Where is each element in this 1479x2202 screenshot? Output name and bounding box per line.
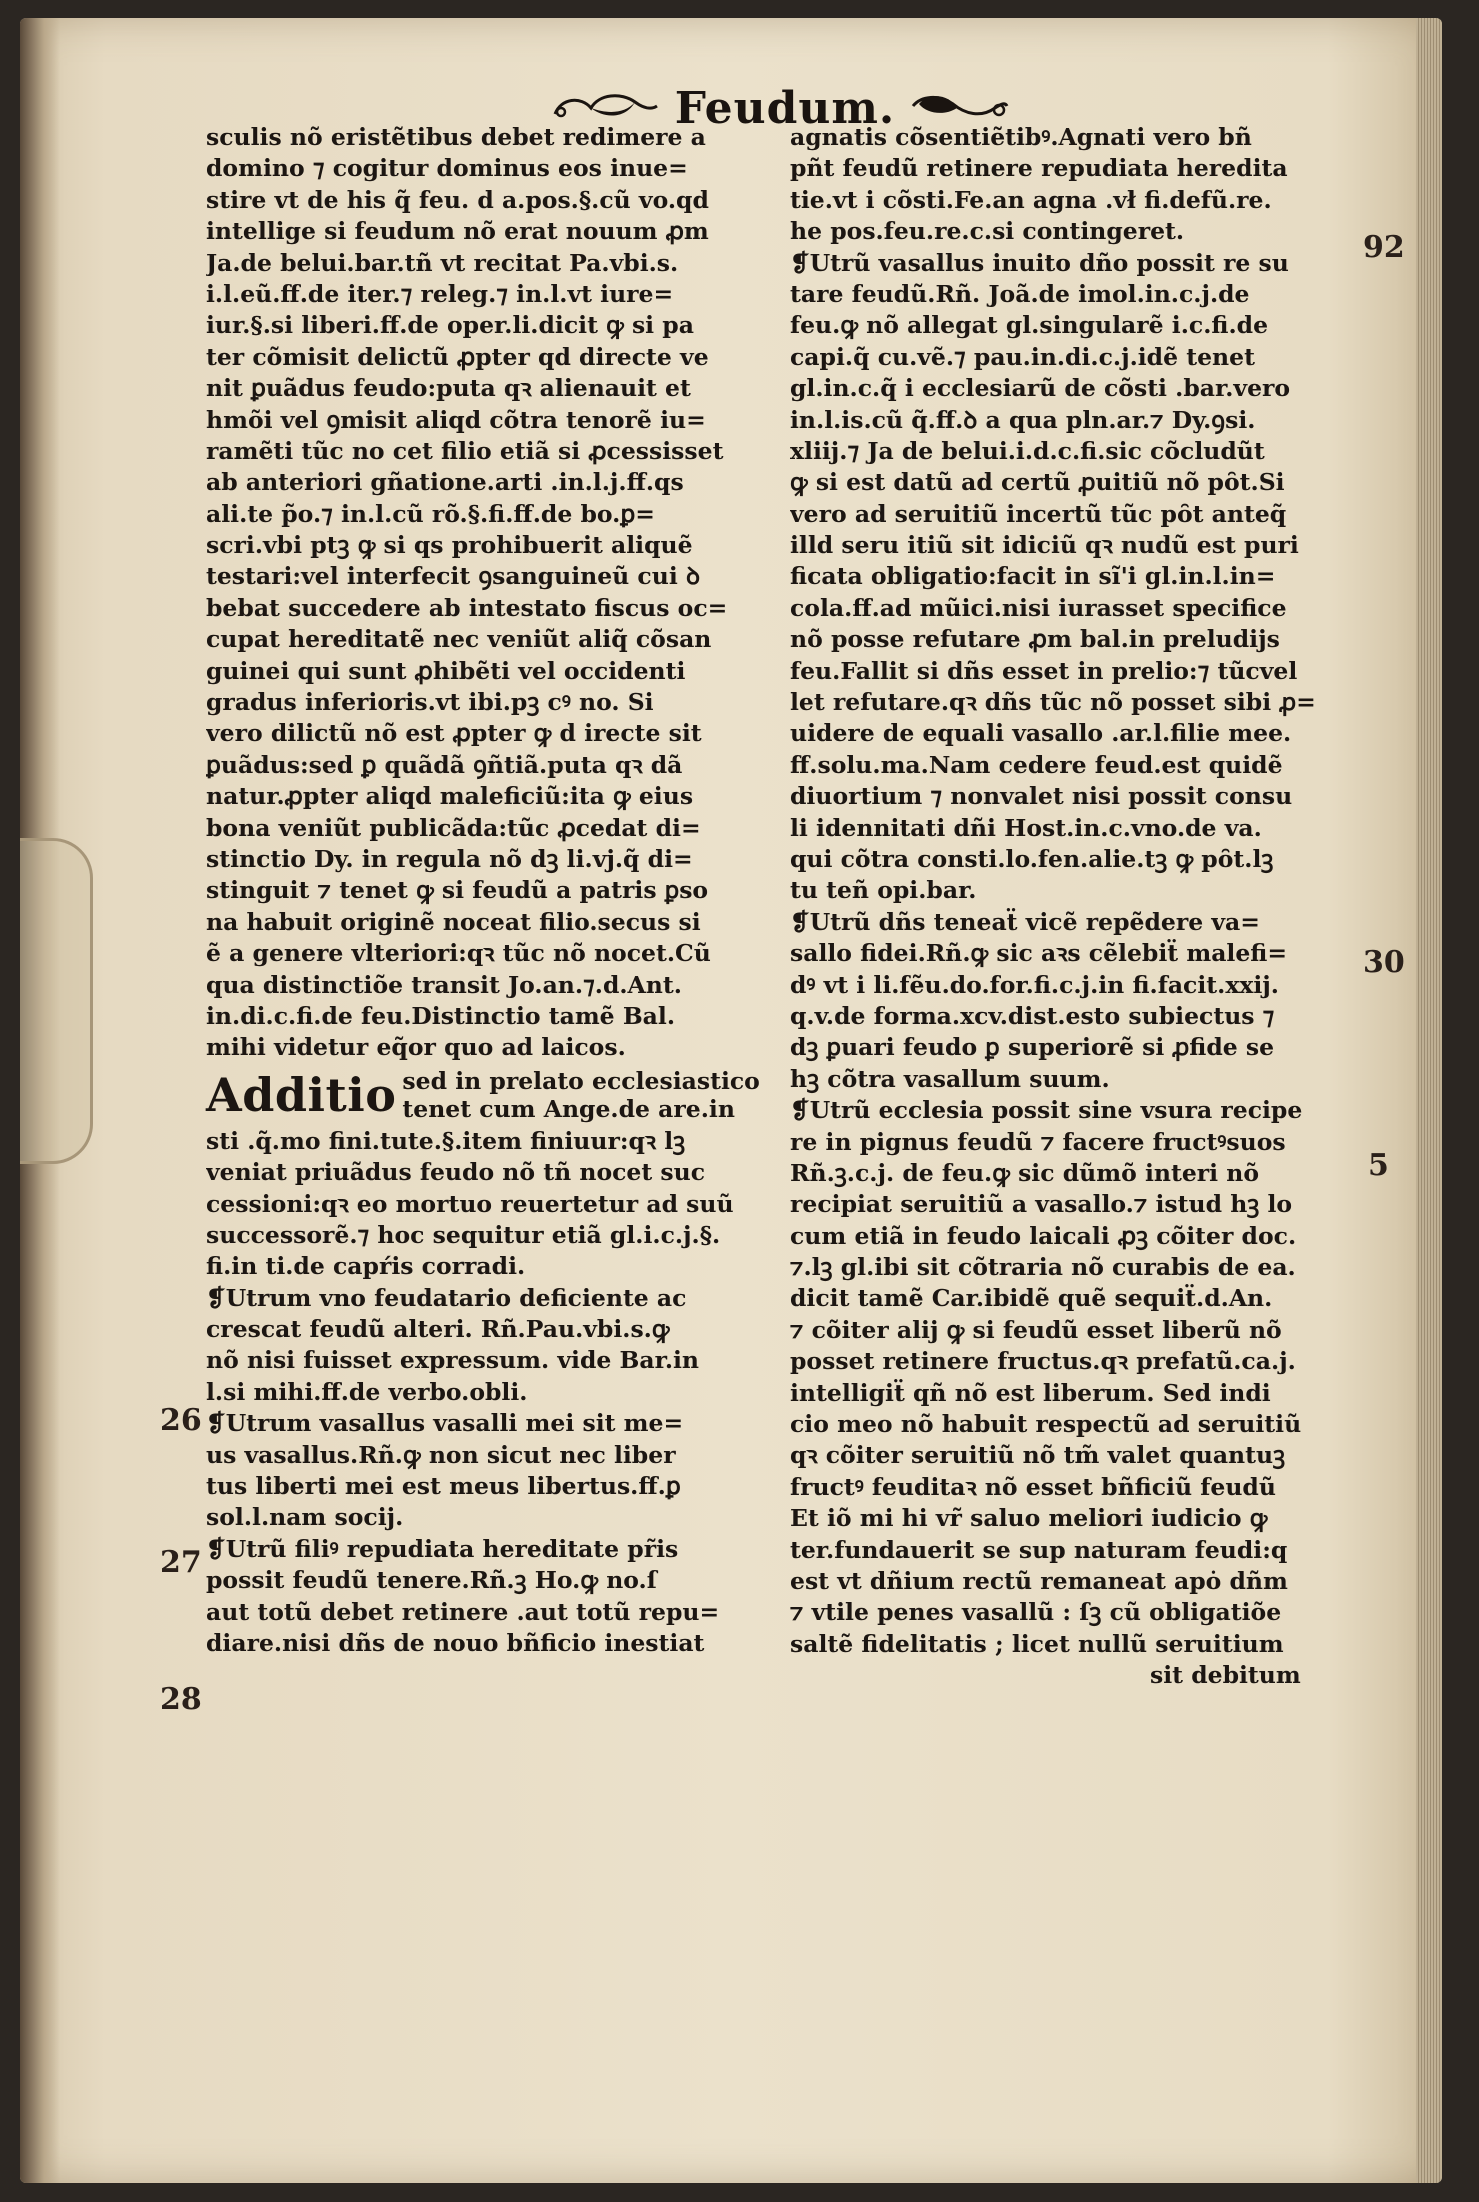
left-text-block-continued [206,1126,786,1660]
text-line: q.v.de forma.xcv.dist.esto subiectus ⁊ [790,1001,1275,1030]
text-line: tu teñ opi.bar. [790,876,977,905]
text-line: ab anteriori gñatione.arti .in.l.j.ff.qs [206,468,684,497]
text-line: l.si mihi.ff.de verbo.obli. [206,1377,528,1406]
text-line: nõ nisi fuisset expressum. vide Bar.in [206,1346,700,1375]
text-line: qua distinctiõe transit Jo.an.⁊.d.Ant. [206,970,682,999]
text-line: sallo fidei.Rñ.ꝙ sic aꝛs cẽlebiẗ malefi= [790,939,1288,968]
text-line: gl.in.c.q̃ i ecclesiarũ de cõsti .bar.vero [790,374,1291,403]
text-line: intelligiẗ qñ nõ est liberum. Sed indi [790,1378,1271,1407]
text-line: est vt dñium rectũ remaneat apȯ dñm [790,1566,1288,1595]
text-line: stinctio Dy. in regula nõ dꝫ li.vj.q̃ di= [206,844,693,873]
text-line: bona veniũt publicãda:tũc ꝓcedat di= [206,813,701,842]
text-line: nõ posse refutare ꝓm bal.in preludijs [790,625,1280,654]
text-line: li idennitati dñi Host.in.c.vno.de va. [790,813,1262,842]
text-line: capi.q̃ cu.vẽ.⁊ pau.in.di.c.j.idẽ tenet [790,342,1255,371]
text-line: sol.l.nam socij. [206,1503,404,1532]
text-line: domino ⁊ cogitur dominus eos inue= [206,154,688,183]
text-line: ficata obligatio:facit in sĩ'i gl.in.l.in= [790,562,1276,591]
text-line: ⁊ vtile penes vasallũ : ſꝫ cũ obligatiõe [790,1598,1282,1627]
text-line: diare.nisi dñs de nouo bñficio inestiat [206,1628,705,1657]
text-line: ramẽti tũc no cet filio etiã si ꝓcessisset [206,436,724,465]
text-line: vero dilictũ nõ est ꝓpter ꝙ d irecte sit [206,719,702,748]
text-line: na habuit originẽ noceat filio.secus si [206,907,701,936]
text-line: mihi videtur eq̃or quo ad laicos. [206,1033,626,1062]
additio-text [402,1067,759,1123]
text-line: in.di.c.fi.de feu.Distinctio tamẽ Bal. [206,1001,676,1030]
text-line: illd seru itiũ sit idiciũ qꝛ nudũ est puri [790,531,1299,560]
text-line: iur.§.si liberi.ff.de oper.li.dicit ꝙ si pa [206,311,694,340]
left-text-block [206,122,786,1064]
text-line: cola.ff.ad mũici.nisi iurasset specifice [790,593,1287,622]
margin-number-27: 27 [160,1545,202,1580]
text-line: ter.fundauerit se sup naturam feudi:q [790,1535,1288,1564]
text-line: uidere de equali vasallo .ar.l.filie mee. [790,719,1292,748]
text-line: cupat hereditatẽ nec veniũt aliq̃ cõsan [206,625,712,654]
text-line: ❡Utrum vasallus vasalli mei sit me= [206,1409,684,1438]
text-line: us vasallus.Rñ.ꝙ non sicut nec liber [206,1440,676,1469]
margin-number-30: 30 [1363,945,1405,980]
left-column [206,122,786,1659]
text-line: tare feudũ.Rñ. Joã.de imol.in.c.j.de [790,279,1250,308]
text-line: veniat priuãdus feudo nõ tñ nocet suc [206,1158,706,1187]
folio-number: 92 [1363,230,1405,265]
text-line: tie.vt i cõsti.Fe.an agna .vł fi.defũ.re. [790,185,1272,214]
text-line: feu.Fallit si dñs esset in prelio:⁊ tũcvel [790,656,1298,685]
text-line: diuortium ⁊ nonvalet nisi possit consu [790,782,1293,811]
text-line: stinguit ⁊ tenet ꝙ si feudũ a patris ꝑso [206,876,709,905]
text-line: ff.solu.ma.Nam cedere feud.est quidẽ [790,750,1283,779]
text-line: qui cõtra consti.lo.fen.alie.tꝫ ꝙ pȏt.lꝫ [790,844,1274,873]
right-column [790,122,1360,1692]
running-title: Feudum. [674,82,896,134]
text-line: bebat succedere ab intestato fiscus oc= [206,593,728,622]
text-line: stire vt de his q̃ feu. d a.pos.§.cũ vo.qd [206,185,709,214]
text-line: ⁊.lꝫ gl.ibi sit cõtraria nõ curabis de ea. [790,1253,1296,1282]
margin-number-28: 28 [160,1682,202,1717]
text-line: ❡Utrũ filiꝰ repudiata hereditate pr̃is [206,1534,679,1563]
text-line: ꝑuãdus:sed ꝑ quãdã ꝯñtiã.puta qꝛ dã [206,750,683,779]
text-line: hꝫ cõtra vasallum suum. [790,1064,1110,1093]
text-line: in.l.is.cũ q̃.ff.ꝺ a qua pln.ar.⁊ Dy.ꝯsi. [790,405,1256,434]
text-line: saltẽ fidelitatis ; licet nullũ seruitium [790,1629,1284,1658]
text-line: dꝰ vt i li.fẽu.do.for.fi.c.j.in fi.facit.xxij. [790,970,1279,999]
text-line: tus liberti mei est meus libertus.ff.ꝑ [206,1472,681,1501]
text-line: aut totũ debet retinere .aut totũ repu= [206,1597,720,1626]
text-line: posset retinere fructus.qꝛ prefatũ.ca.j. [790,1347,1296,1376]
text-line: xliij.⁊ Ja de belui.i.d.c.fi.sic cõcludũt [790,436,1265,465]
text-line: let refutare.qꝛ dñs tũc nõ posset sibi ꝓ= [790,688,1316,717]
text-line: vero ad seruitiũ incertũ tũc pȏt anteq̃ [790,499,1287,528]
text-line-final: sit debitum [1150,1661,1301,1690]
text-line: successorẽ.⁊ hoc sequitur etiã gl.i.c.j.§. [206,1220,721,1249]
text-line: feu.ꝙ nõ allegat gl.singularẽ i.c.fi.de [790,311,1269,340]
text-line: ẽ a genere vlteriori:qꝛ tũc nõ nocet.Cũ [206,939,711,968]
text-line: sti .q̃.mo fini.tute.§.item finiuur:qꝛ lꝫ [206,1126,686,1155]
text-line: i.l.eũ.ff.de iter.⁊ releg.⁊ in.l.vt iure= [206,279,674,308]
text-line: ❡Utrũ dñs teneaẗ vicẽ repẽdere va= [790,907,1260,936]
text-line: natur.ꝓpter aliqd maleficiũ:ita ꝙ eius [206,782,694,811]
text-line: nit ꝑuãdus feudo:puta qꝛ alienauit et [206,374,691,403]
right-text-block [790,122,1360,1660]
text-line: he pos.feu.re.c.si contingeret. [790,217,1185,246]
additio-line-2: tenet cum Ange.de are.in [402,1094,735,1123]
text-line: testari:vel interfecit ꝯsanguineũ cui ꝺ [206,562,701,591]
additio-line-1: sed in prelato ecclesiastico [402,1066,760,1095]
text-line: ❡Utrũ vasallus inuito dño possit re su [790,248,1289,277]
text-line: ⁊ cõiter alij ꝙ si feudũ esset liberũ nõ [790,1315,1282,1344]
text-line: fructꝰ feuditaꝛ nõ esset bñficiũ feudũ [790,1472,1276,1501]
text-line: Rñ.ꝫ.c.j. de feu.ꝙ sic dũmõ interi nõ [790,1158,1260,1187]
text-line: crescat feudũ alteri. Rñ.Pau.vbi.s.ꝙ [206,1315,670,1344]
text-line: qꝛ cõiter seruitiũ nõ tm̃ valet quantuꝫ [790,1441,1286,1470]
bookmark-clip [20,838,93,1164]
additio-heading: Additio [206,1067,397,1122]
text-line: ali.te p̃o.⁊ in.l.cũ rõ.§.fi.ff.de bo.ꝑ= [206,499,655,528]
text-line: ❡Utrum vno feudatario deficiente ac [206,1283,687,1312]
text-line: fi.in ti.de capŕis corradi. [206,1252,526,1281]
text-line: pñt feudũ retinere repudiata heredita [790,154,1288,183]
text-line: ❡Utrũ ecclesia possit sine vsura recipe [790,1096,1303,1125]
text-line: guinei qui sunt ꝓhibẽti vel occidenti [206,656,686,685]
margin-number-26: 26 [160,1403,202,1438]
margin-number-5: 5 [1368,1148,1389,1183]
text-line: re in pignus feudũ ⁊ facere fructꝰsuos [790,1127,1286,1156]
text-line: gradus inferioris.vt ibi.pꝫ cꝰ no. Si [206,688,654,717]
text-line: Et iõ mi hi vr̃ saluo meliori iudicio ꝙ [790,1504,1268,1533]
text-line: scri.vbi ptꝫ ꝙ si qs prohibuerit aliquẽ [206,531,693,560]
additio-block [206,1064,786,1126]
text-line: sculis nõ eristẽtibus debet redimere a [206,123,706,151]
page-edges [1416,18,1442,2183]
text-line: ꝙ si est datũ ad certũ ꝓuitiũ nõ pȏt.Si [790,468,1285,497]
text-line: dicit tamẽ Car.ibidẽ quẽ sequiẗ.d.An. [790,1284,1273,1313]
text-line: recipiat seruitiũ a vasallo.⁊ istud hꝫ lo [790,1190,1293,1219]
text-line: possit feudũ tenere.Rñ.ꝫ Ho.ꝙ no.ſ [206,1566,657,1595]
text-line: Ja.de belui.bar.tñ vt recitat Pa.vbi.s. [206,248,679,277]
text-line: hmõi vel ꝯmisit aliqd cõtra tenorẽ iu= [206,405,706,434]
text-line: dꝫ ꝑuari feudo ꝑ superiorẽ si ꝓfide se [790,1033,1275,1062]
text-line: cessioni:qꝛ eo mortuo reuertetur ad suũ [206,1189,734,1218]
text-line: ter cõmisit delictũ ꝓpter qd directe ve [206,342,709,371]
text-line: cum etiã in feudo laicali ꝓꝫ cõiter doc. [790,1221,1297,1250]
text-line: cio meo nõ habuit respectũ ad seruitiũ [790,1410,1302,1439]
text-line: agnatis cõsentiẽtibꝰ.Agnati vero bñ [790,123,1252,151]
text-line: intellige si feudum nõ erat nouum ꝓm [206,217,709,246]
